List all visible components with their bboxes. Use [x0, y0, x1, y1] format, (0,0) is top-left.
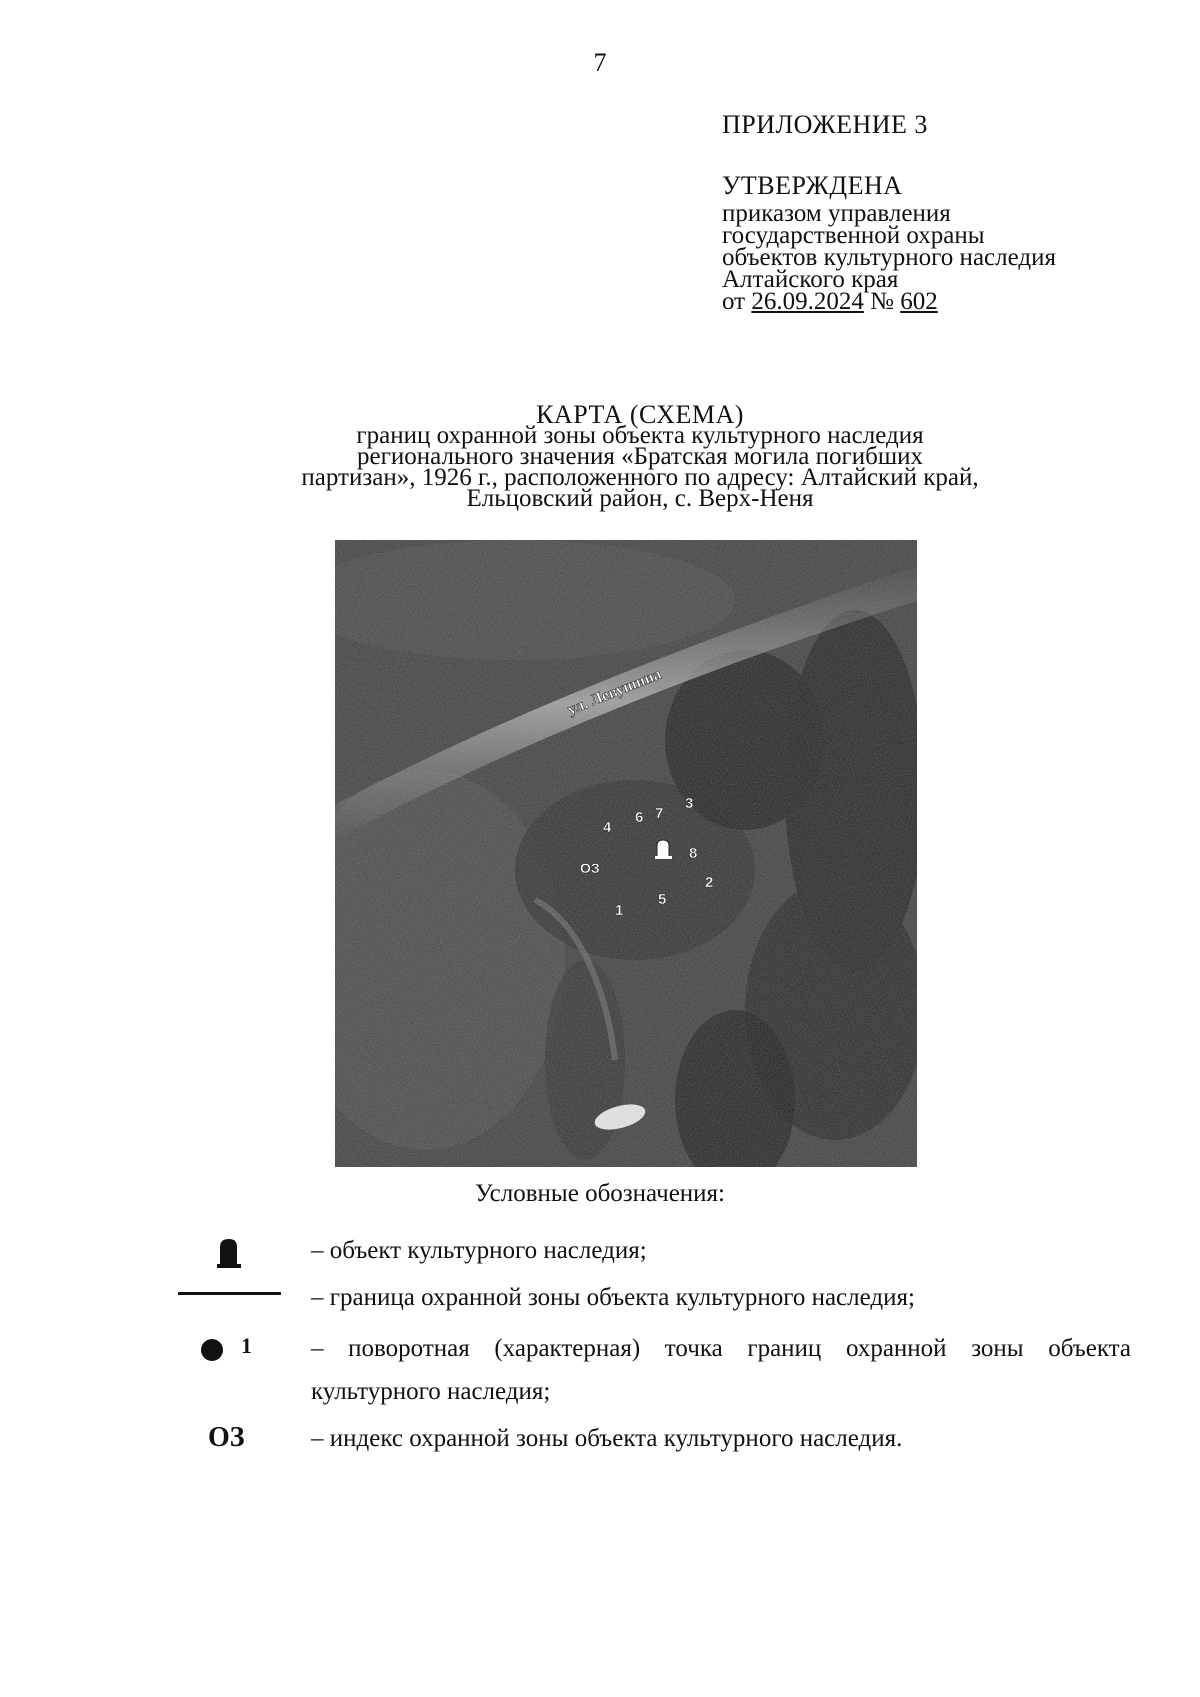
point-label: 8: [689, 845, 698, 862]
date-prefix: от: [722, 288, 746, 315]
approval-number: 602: [900, 288, 938, 315]
map-subtitle-line: регионального значения «Братская могила погибших: [357, 443, 923, 470]
approval-title: УТВЕРЖДЕНА: [722, 171, 903, 200]
point-label: 5: [658, 891, 667, 908]
approval-line: Алтайского края: [722, 266, 899, 293]
point-label: 7: [655, 805, 664, 822]
boundary-line-symbol: [178, 1292, 281, 1295]
map-subtitle-line: границ охранной зоны объекта культурного наследия: [356, 422, 924, 449]
page-number: 7: [593, 48, 607, 77]
approval-date: 26.09.2024: [751, 288, 864, 315]
zone-index-symbol: ОЗ: [208, 1422, 245, 1453]
map-subtitle-line: партизан», 1926 г., расположенного по адресу: Алтайский край,: [301, 464, 979, 491]
point-label: 2: [705, 874, 714, 891]
approval-line: государственной охраны: [722, 222, 985, 249]
legend-text-boundary: – граница охранной зоны объекта культурного наследия;: [311, 1284, 915, 1311]
map-heading: [240, 400, 1040, 512]
point-icon: [200, 1338, 224, 1362]
approval-line: объектов культурного наследия: [722, 244, 1056, 271]
monument-icon: [217, 1237, 241, 1269]
legend-text-point-line1: – поворотная (характерная) точка границ охранной зоны объекта: [311, 1335, 1131, 1362]
approval-date-line: [722, 288, 1056, 315]
point-label: 6: [635, 809, 644, 826]
approval-line: приказом управления: [722, 200, 951, 227]
zone-index-label: ОЗ: [580, 860, 600, 876]
point-label: 4: [603, 819, 612, 836]
appendix-heading: ПРИЛОЖЕНИЕ 3: [722, 110, 928, 139]
street-label: ул. Левушина: [565, 665, 664, 719]
map-subtitle-line: Ельцовский район, с. Верх-Неня: [466, 485, 814, 512]
legend-text-zone-index: – индекс охранной зоны объекта культурного наследия.: [311, 1425, 903, 1452]
point-symbol-label: 1: [241, 1333, 252, 1358]
point-label: 3: [685, 795, 694, 812]
approval-block: [722, 171, 1056, 315]
satellite-map: [335, 540, 917, 1167]
point-label: 1: [615, 902, 624, 919]
legend-text-point-line2: культурного наследия;: [311, 1378, 551, 1405]
legend-title: Условные обозначения:: [474, 1180, 726, 1207]
map-title: КАРТА (СХЕМА): [536, 400, 744, 429]
number-prefix: №: [870, 288, 894, 315]
legend-text-monument: – объект культурного наследия;: [311, 1237, 647, 1264]
